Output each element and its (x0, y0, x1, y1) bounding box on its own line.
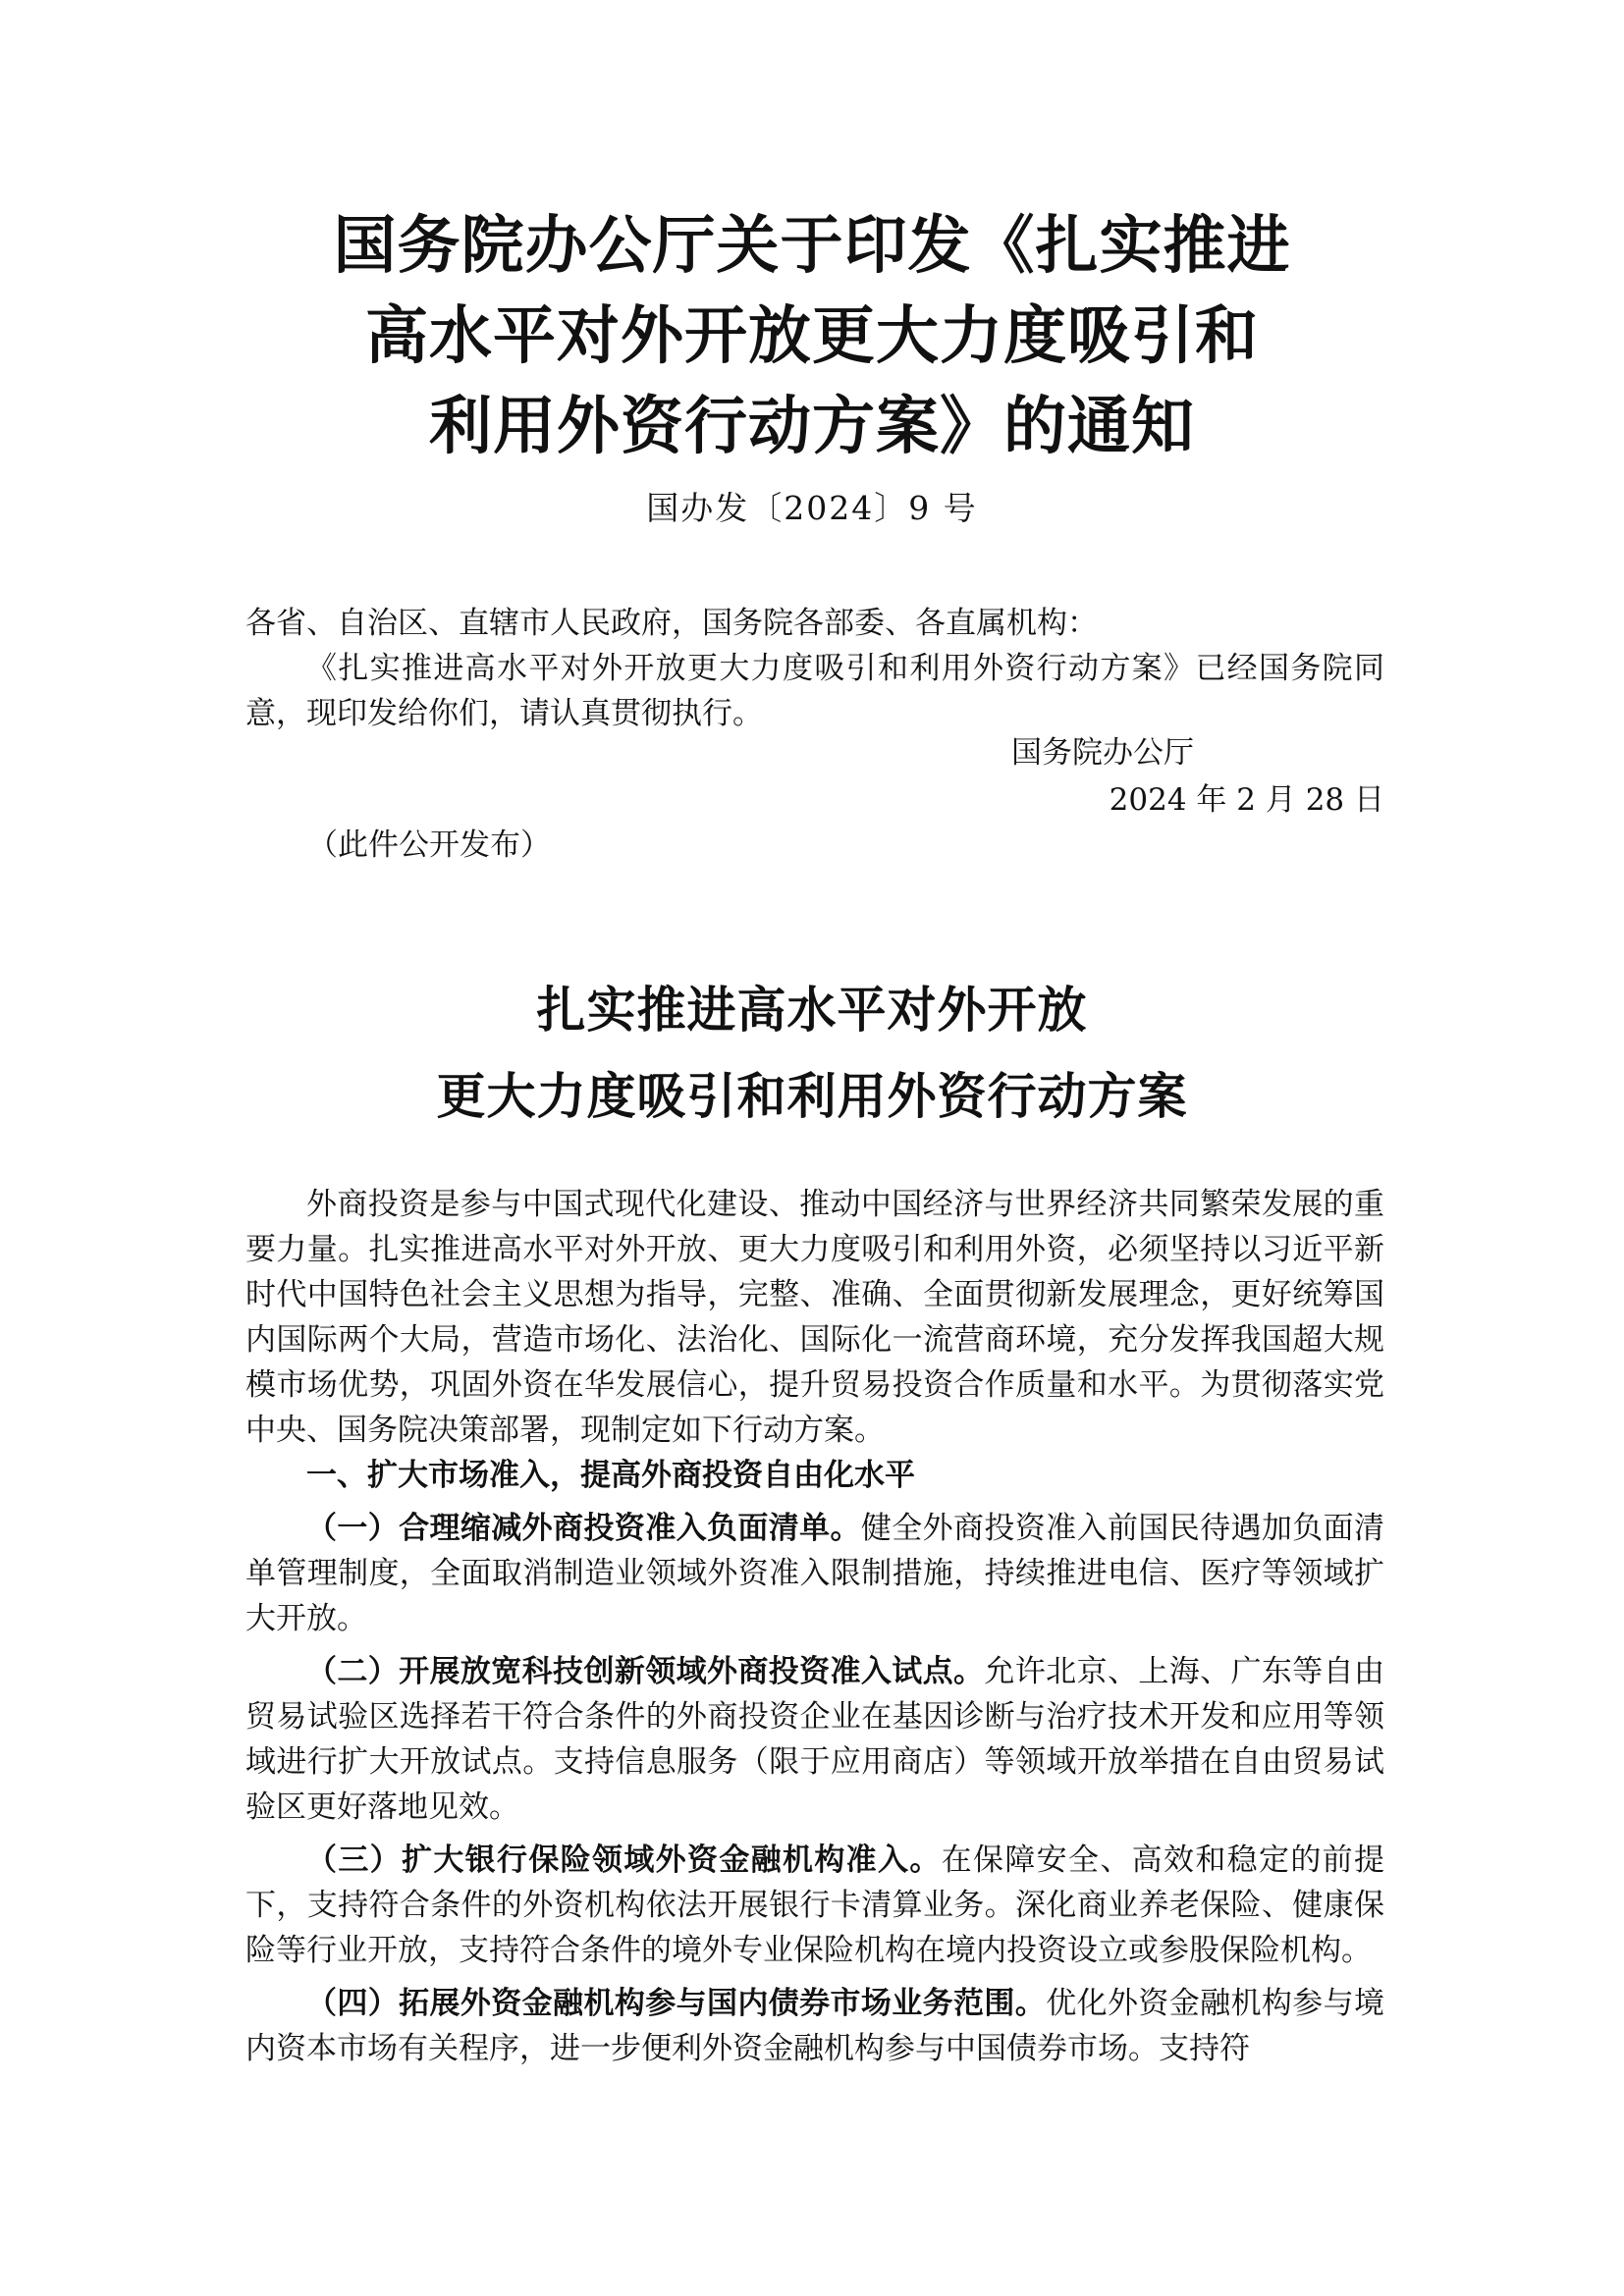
document-number: 国办发〔2024〕9 号 (646, 489, 978, 527)
item-heading: （二）开展放宽科技创新领域外商投资准入试点。 (306, 1654, 985, 1689)
item-text: 优化外资金融机构参与境内资本市场有关程序，进一步便利外资金融机构参与中国债券市场。支持符 (245, 1986, 1385, 2066)
list-item (245, 1981, 1384, 2071)
notice-title-line: 高水平对外开放更大力度吸引和 (365, 300, 1259, 373)
plan-body (245, 1182, 1384, 2071)
intro-paragraph: 外商投资是参与中国式现代化建设、推动中国经济与世界经济共同繁荣发展的重要力量。扎实推进高水平对外开放、更大力度吸引和利用外资，必须坚持以习近平新时代中国特色社会主义思想为指导，完整、准确、全面贯彻新发展理念，更好统筹国内国际两个大局，营造市场化、法治化、国际化一流营商环境，充分发挥我国超大规模市场优势，巩固外资在华发展信心，提升贸易投资合作质量和水平。为贯彻落实党中央、国务院决策部署，现制定如下行动方案。 (245, 1187, 1384, 1448)
list-item (245, 1838, 1384, 1973)
notice-title-line: 利用外资行动方案》的通知 (429, 391, 1195, 463)
item-text: 在保障安全、高效和稳定的前提下，支持符合条件的外资机构依法开展银行卡清算业务。深化商业养老保险、健康保险等行业开放，支持符合条件的境外专业保险机构在境内投资设立或参股保险机构。 (245, 1842, 1385, 1968)
item-text: 允许北京、上海、广东等自由贸易试验区选择若干符合条件的外商投资企业在基因诊断与治疗技术开发和应用等领域进行扩大开放试点。支持信息服务（限于应用商店）等领域开放举措在自由贸易试验区更好落地见效。 (245, 1654, 1385, 1825)
plan-title-line: 更大力度吸引和利用外资行动方案 (436, 1068, 1188, 1125)
section-heading: 一、扩大市场准入，提高外商投资自由化水平 (306, 1458, 915, 1493)
issuing-office: 国务院办公厅 (1011, 735, 1194, 771)
item-heading: （三）扩大银行保险领域外资金融机构准入。 (306, 1842, 942, 1878)
plan-title-line: 扎实推进高水平对外开放 (536, 982, 1088, 1039)
item-text: 健全外商投资准入前国民待遇加负面清单管理制度，全面取消制造业领域外资准入限制措施，持续推进电信、医疗等领域扩大开放。 (245, 1511, 1385, 1636)
addressee: 各省、自治区、直辖市人民政府，国务院各部委、各直属机构： (245, 606, 1098, 641)
notice-title-line: 国务院办公厅关于印发《扎实推进 (333, 210, 1291, 283)
issue-date: 2024 年 2 月 28 日 (1109, 782, 1384, 818)
plan-title (196, 967, 1428, 1140)
list-item (245, 1649, 1384, 1830)
notice-title (196, 201, 1428, 472)
list-item (245, 1506, 1384, 1641)
publish-note: （此件公开发布） (307, 828, 551, 863)
item-heading: （四）拓展外资金融机构参与国内债券市场业务范围。 (306, 1986, 1047, 2021)
item-heading: （一）合理缩减外商投资准入负面清单。 (306, 1511, 861, 1546)
notice-body: 《扎实推进高水平对外开放更大力度吸引和利用外资行动方案》已经国务院同意，现印发给你们，请认真贯彻执行。 (245, 651, 1384, 731)
